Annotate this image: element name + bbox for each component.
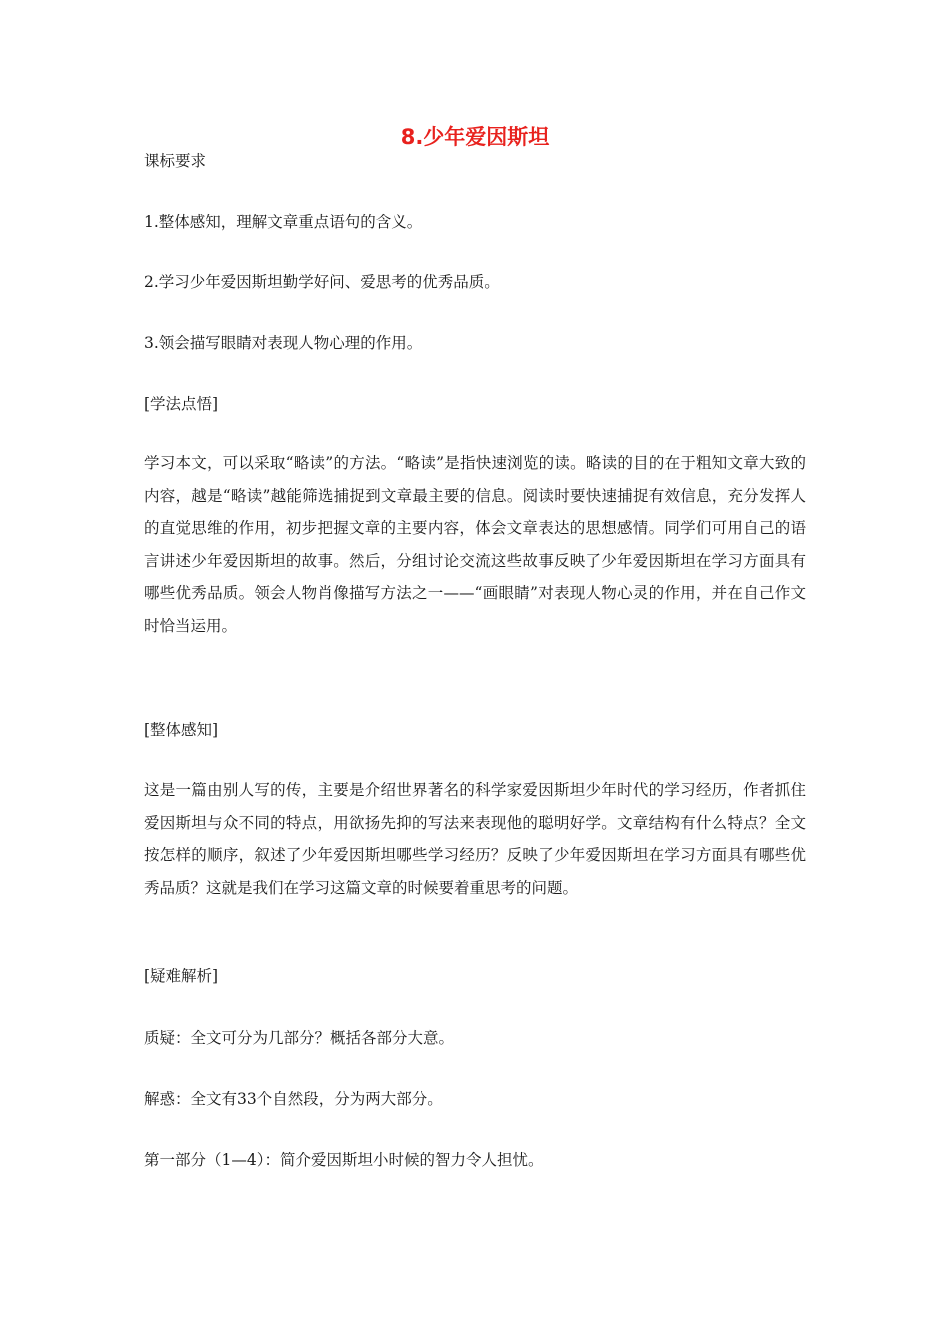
section-heading-requirements: 课标要求 xyxy=(144,152,207,170)
method-paragraph: 学习本文，可以采取“略读”的方法。“略读”是指快速浏览的读。略读的目的在于粗知文章大致的内容，越是“略读”越能筛选捕捉到文章最主要的信息。阅读时要快速捕捉有效信息，充分发挥人的直觉思维的作用，初步把握文章的主要内容，体会文章表达的思想感情。同学们可用自己的语言讲述少年爱因斯坦的故事。然后，分组讨论交流这些故事反映了少年爱因斯坦在学习方面具有哪些优秀品质。领会人物肖像描写方法之一——“画眼睛”对表现人物心灵的作用，并在自己作文时恰当运用。 xyxy=(144,454,806,635)
requirement-item: 3.领会描写眼睛对表现人物心理的作用。 xyxy=(144,334,423,352)
part-one-line: 第一部分（1—4）：简介爱因斯坦小时候的智力令人担忧。 xyxy=(144,1151,544,1169)
section-heading-method: [学法点悟] xyxy=(144,395,219,413)
section-heading-difficult: [疑难解析] xyxy=(144,967,219,985)
requirement-item: 1.整体感知，理解文章重点语句的含义。 xyxy=(144,213,423,231)
document-title: 8.少年爱因斯坦 xyxy=(400,125,550,149)
section-heading-overall: [整体感知] xyxy=(144,721,219,739)
overall-paragraph: 这是一篇由别人写的传，主要是介绍世界著名的科学家爱因斯坦少年时代的学习经历，作者抓住爱因斯坦与众不同的特点，用欲扬先抑的写法来表现他的聪明好学。文章结构有什么特点？全文按怎样的顺序，叙述了少年爱因斯坦哪些学习经历？反映了少年爱因斯坦在学习方面具有哪些优秀品质？这就是我们在学习这篇文章的时候要着重思考的问题。 xyxy=(144,781,806,897)
answer-line: 解惑：全文有33个自然段，分为两大部分。 xyxy=(144,1090,443,1108)
requirement-item: 2.学习少年爱因斯坦勤学好问、爱思考的优秀品质。 xyxy=(144,273,500,291)
question-line: 质疑：全文可分为几部分？概括各部分大意。 xyxy=(144,1029,455,1047)
